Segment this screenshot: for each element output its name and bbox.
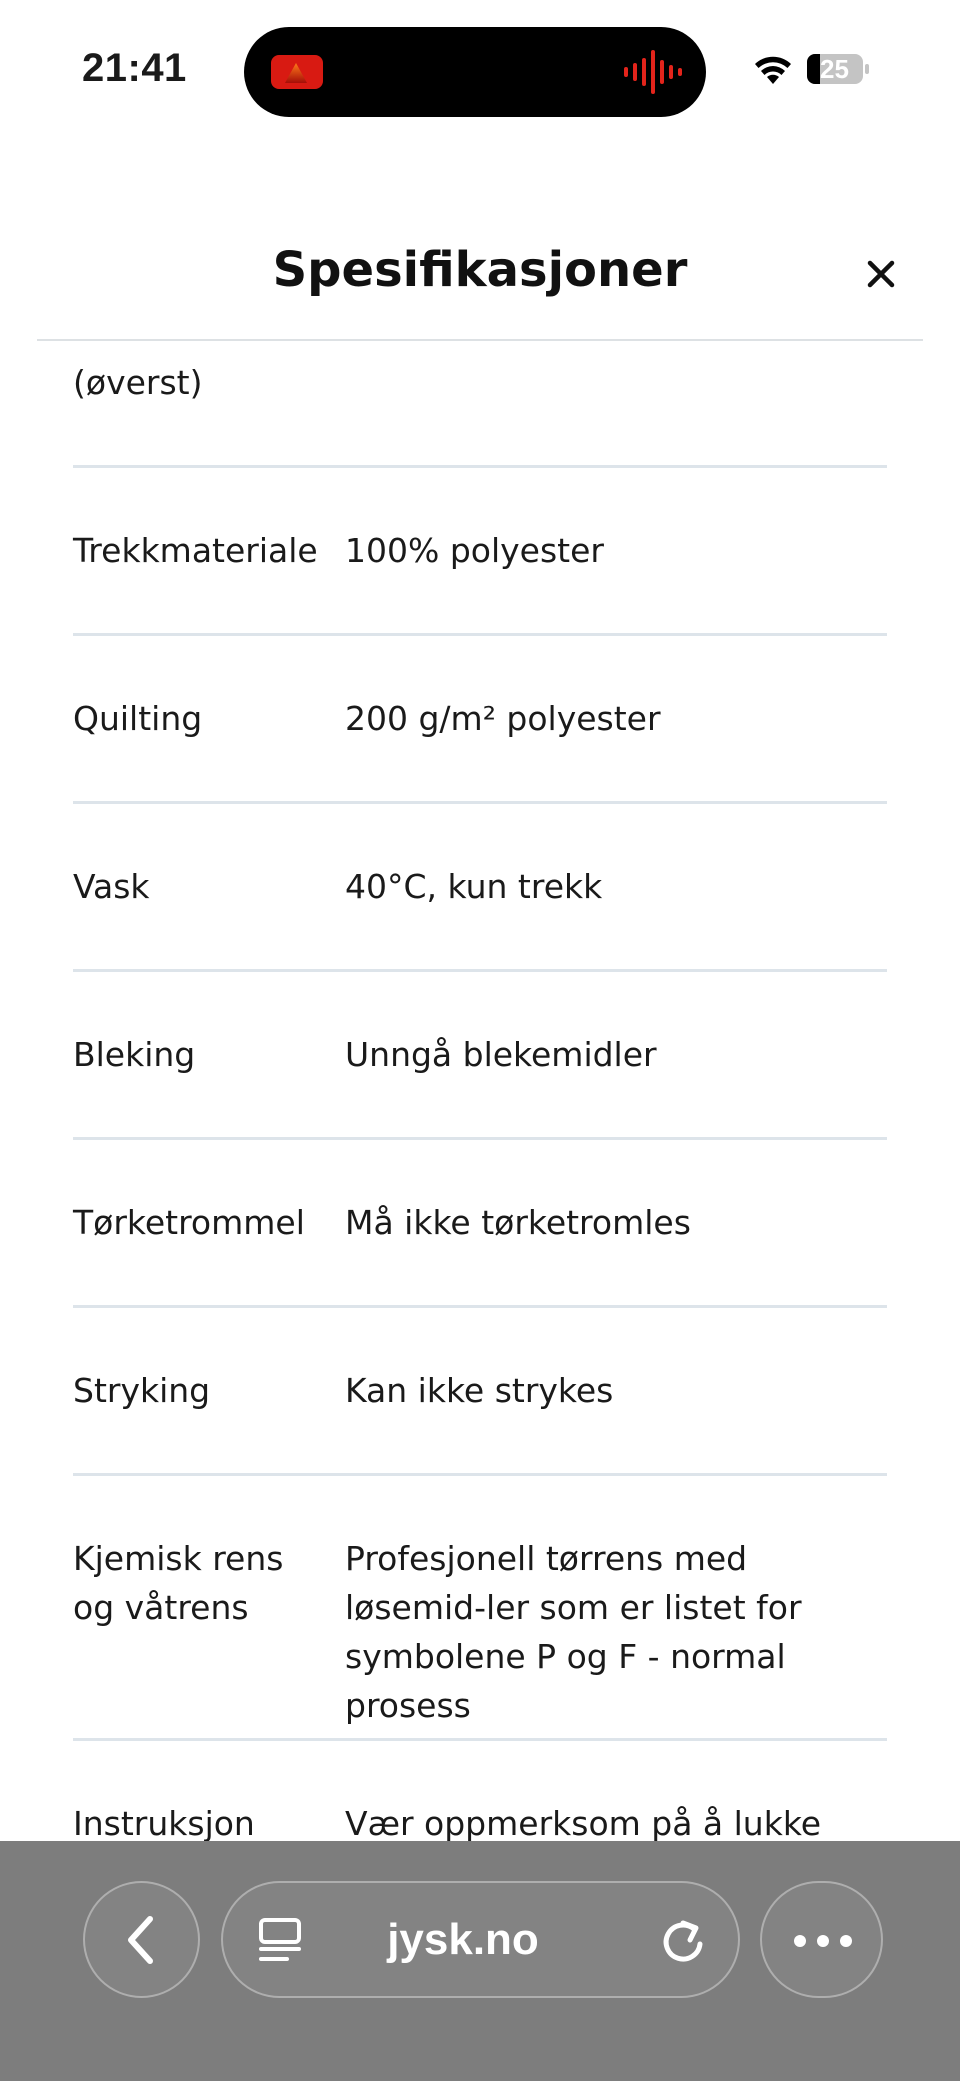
spec-value-trekkmateriale: 100% polyester	[345, 531, 604, 570]
spec-value-torketrommel: Må ikke tørketromles	[345, 1203, 691, 1242]
spec-label-kjemisk-rens: Kjemisk rens og våtrens	[73, 1539, 284, 1627]
sheet-header	[0, 140, 960, 341]
spec-label-instruksjon: Instruksjon	[73, 1804, 255, 1841]
row-divider	[73, 969, 887, 972]
spec-label-stryking: Stryking	[73, 1371, 211, 1410]
spec-list[interactable]	[0, 341, 960, 1841]
audio-waveform-icon	[624, 49, 682, 95]
spec-value-quilting: 200 g/m² polyester	[345, 699, 661, 738]
row-divider	[73, 1738, 887, 1741]
browser-toolbar	[0, 1841, 960, 2081]
spec-value-vask: 40°C, kun trekk	[345, 867, 603, 906]
status-bar	[0, 0, 960, 140]
reader-icon[interactable]	[257, 1917, 303, 1963]
more-icon	[793, 1934, 853, 1948]
back-chevron-icon	[125, 1915, 155, 1965]
spec-label-vask: Vask	[73, 867, 150, 906]
row-divider	[73, 1473, 887, 1476]
address-url[interactable]: jysk.no	[387, 1915, 539, 1964]
reload-icon[interactable]	[659, 1915, 707, 1965]
more-button[interactable]	[760, 1881, 883, 1998]
sheet-title: Spesifikasjoner	[272, 242, 688, 298]
spec-value-stryking: Kan ikke strykes	[345, 1371, 614, 1410]
spec-label-torketrommel: Tørketrommel	[73, 1203, 305, 1242]
partial-row-text: (øverst)	[73, 363, 203, 402]
row-divider	[73, 633, 887, 636]
spec-label-trekkmateriale: Trekkmateriale	[73, 531, 318, 570]
back-button[interactable]	[83, 1881, 200, 1998]
spec-value-instruksjon: Vær oppmerksom på å lukke	[345, 1804, 822, 1841]
row-divider	[73, 1305, 887, 1308]
wifi-icon	[752, 52, 794, 86]
row-divider	[73, 1137, 887, 1140]
address-bar[interactable]	[221, 1881, 740, 1998]
dynamic-island[interactable]	[244, 27, 706, 117]
spec-value-bleking: Unngå blekemidler	[345, 1035, 657, 1074]
row-divider	[73, 801, 887, 804]
row-divider	[73, 465, 887, 468]
spec-label-bleking: Bleking	[73, 1035, 196, 1074]
battery-level: 25	[820, 54, 849, 84]
spec-label-quilting: Quilting	[73, 699, 203, 738]
close-icon[interactable]	[862, 255, 900, 293]
status-time: 21:41	[82, 46, 187, 90]
battery-icon	[806, 53, 870, 85]
dynamic-island-app-icon	[271, 55, 323, 89]
spec-value-kjemisk-rens: Profesjonell tørrens med løsemid-ler som er listet for symbolene P og F - normal prosess	[345, 1539, 802, 1725]
